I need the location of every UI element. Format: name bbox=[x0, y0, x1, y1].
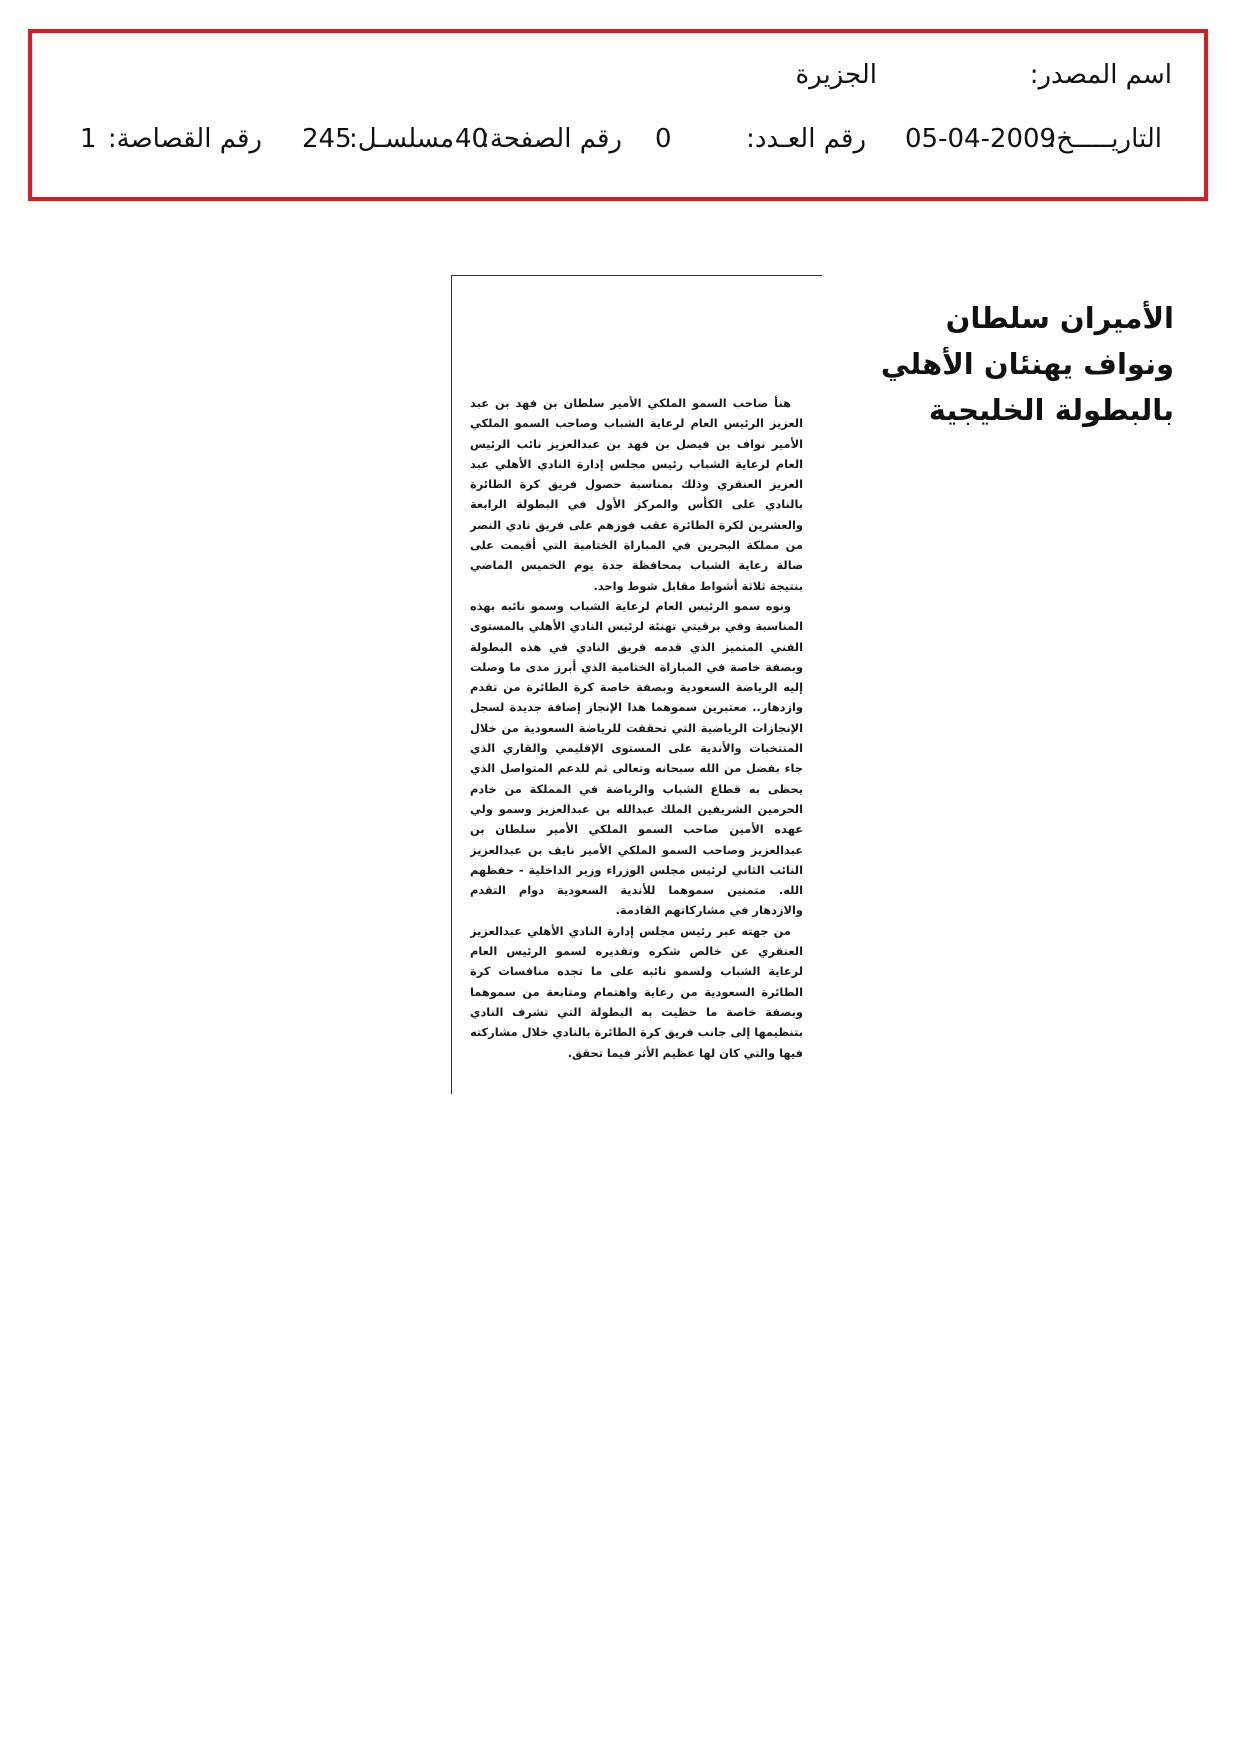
serial-label: مسلسـل: bbox=[349, 124, 454, 154]
article-paragraph: من جهته عبر رئيس مجلس إدارة النادي الأهلي عبدالعزيز العنقري عن خالص شكره وتقديره لسمو الرئيس العام لرعاية الشباب ولسمو نائبه على ما تجده منافسات كرة الطائرة السعودية من رعاية واهتمام ومتابعة من سموهما وبصفة خاصة ما حظيت به البطولة التي تشرف النادي بتنظيمها إلى جانب فريق كرة الطائرة بالنادي خلال مشاركته فيها والتي كان لها عظيم الأثر فيما تحقق. bbox=[470, 923, 803, 1060]
page-label: رقم الصفحة: bbox=[481, 124, 622, 154]
article-body bbox=[470, 393, 803, 1083]
source-value: الجزيرة bbox=[795, 60, 877, 90]
issue-value: 0 bbox=[655, 124, 672, 154]
date-label: التاريـــــخ: bbox=[1047, 124, 1162, 154]
source-label: اسم المصدر: bbox=[1029, 60, 1172, 90]
clip-value: 1 bbox=[80, 124, 97, 154]
issue-label: رقم العـدد: bbox=[746, 124, 866, 154]
article-paragraph: ونوه سمو الرئيس العام لرعاية الشباب وسمو نائبه بهذه المناسبة وفي برقيتي تهنئة لرئيس النادي الأهلي بالمستوى الفني المتميز الذي قدمه فريق النادي في هذه البطولة وبصفة خاصة في المباراة الختامية الذي أبرز مدى ما وصلت إليه الرياضة السعودية وبصفة خاصة كرة الطائرة من تقدم وازدهار.. معتبرين سموهما هذا الإنجاز إضافة جديدة لسجل الإنجازات الرياضية التي تحققت للرياضة السعودية من خلال المنتخبات والأندية على المستوى الإقليمي والقاري الذي جاء بفضل من الله سبحانه وتعالى ثم للدعم المتواصل الذي يحظى به قطاع الشباب والرياضة في المملكة من خادم الحرمين الشريفين الملك عبدالله بن عبدالعزيز وسمو ولي عهده الأمين صاحب السمو الملكي الأمير سلطان بن عبدالعزيز وصاحب السمو الملكي الأمير نايف بن عبدالعزيز النائب الثاني لرئيس مجلس الوزراء وزير الداخلية - حفظهم الله. متمنين سموهما للأندية السعودية دوام التقدم والازدهار في مشاركاتهم القادمة. bbox=[470, 598, 803, 918]
article-paragraph: هنأ صاحب السمو الملكي الأمير سلطان بن فهد بن عبد العزيز الرئيس العام لرعاية الشباب وصاحب السمو الملكي الأمير نواف بن فيصل بن فهد بن عبدالعزيز نائب الرئيس العام لرعاية الشباب رئيس مجلس إدارة النادي الأهلي عبد العزيز العنقري وذلك بمناسبة حصول فريق كرة الطائرة بالنادي على الكأس والمركز الأول في البطولة الرابعة والعشرين لكرة الطائرة عقب فوزهم على فريق نادي النصر من مملكة البحرين في المباراة الختامية التي أقيمت على صالة رعاية الشباب بمحافظة جدة يوم الخميس الماضي بنتيجة ثلاثة أشواط مقابل شوط واحد. bbox=[470, 396, 803, 593]
clip-label: رقم القصاصة: bbox=[107, 124, 262, 154]
metadata-box bbox=[28, 29, 1208, 201]
serial-value: 245 bbox=[302, 124, 352, 154]
page-value: 40 bbox=[455, 124, 489, 154]
article-headline: الأميران سلطان ونواف يهنئان الأهلي بالبطولة الخليجية bbox=[880, 301, 1174, 427]
date-value: 05-04-2009 bbox=[905, 124, 1057, 154]
